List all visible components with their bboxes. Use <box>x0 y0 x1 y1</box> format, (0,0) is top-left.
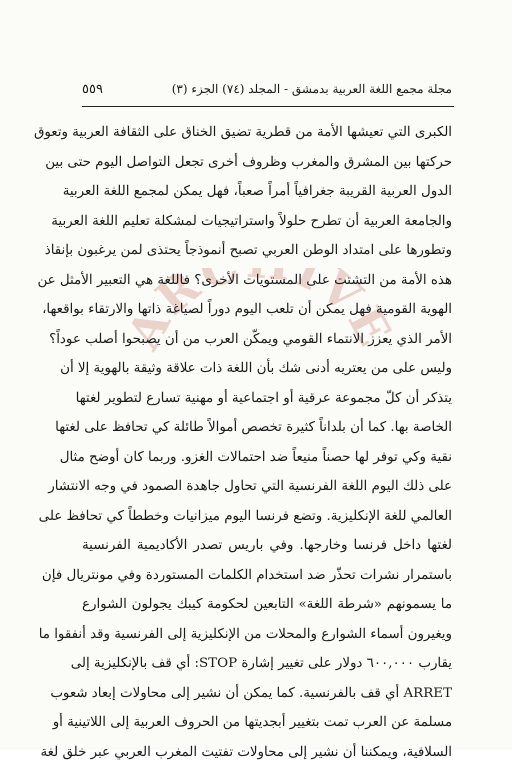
text-line: يقارب ٦٠٠,٠٠٠ دولار على تغيير إشارة STOP: أي قف بالإنكليزية إلى <box>82 649 452 679</box>
text-line: هذه الأمة من التشتت على المستويات الأخرى؟ فاللغة هي التعبير الأمثل عن <box>82 266 452 296</box>
text-line: وليس على من يعتريه أدنى شك بأن اللغة ذات علاقة وثيقة بالهوية إلا أن <box>82 354 452 384</box>
text-line: العالمي للغة الإنكليزية. وتضع فرنسا اليوم ميزانيات وخططاً كي تحافظ على <box>82 502 452 532</box>
text-line: نقية وكي توفر لها حصناً منيعاً ضد احتمالات الغزو. وربما كان أوضح مثال <box>82 443 452 473</box>
text-line: ويغيرون أسماء الشوارع والمحلات من الإنكليزية إلى الفرنسية وقد أنفقوا ما <box>82 620 452 650</box>
text-line: الهوية القومية فهل يمكن أن تلعب اليوم دوراً لصياغة ذاتها والارتقاء بواقعها، <box>82 295 452 325</box>
text-line: الخاصة بها. كما أن بلداناً كثيرة تخصص أموالاً طائلة كي تحافظ على لغتها <box>82 413 452 443</box>
text-line: الدول العربية القريبة جغرافياً أمراً صعباً، فهل يمكن لمجمع اللغة العربية <box>82 177 452 207</box>
text-line: الكبرى التي تعيشها الأمة من قطرية تضيق الخناق على الثقافة العربية وتعوق <box>82 118 452 148</box>
text-line: مسلمة عن العرب تمت بتغيير أبجديتها من الحروف العربية إلى اللاتينية أو <box>82 708 452 738</box>
running-header <box>82 78 452 108</box>
text-line: والجامعة العربية أن تطرح حلولاً واستراتيجيات لمشكلة تعليم اللغة العربية <box>82 207 452 237</box>
body-text <box>82 118 452 767</box>
text-line: يتذكر أن كلّ مجموعة عرقية أو اجتماعية أو مهنية تسارع لتطوير لغتها <box>82 384 452 414</box>
text-line: باستمرار نشرات تحذّر ضد استخدام الكلمات المستوردة وفي مونتريال فإن <box>82 561 452 591</box>
journal-title: مجلة مجمع اللغة العربية بدمشق - المجلد (٧٤) الجزء (٣) <box>172 82 452 96</box>
text-line: لغتها داخل فرنسا وخارجها. وفي باريس تصدر الأكاديمية الفرنسية <box>82 531 452 561</box>
text-line: وتطورها على امتداد الوطن العربي تصبح أنموذجاً يحتذى لمن يرغبون بإنقاذ <box>82 236 452 266</box>
page-number: ٥٥٩ <box>82 82 103 97</box>
text-line: السلافية، ويمكننا أن نشير إلى محاولات تفتيت المغرب العربي عبر خلق لغة <box>82 738 452 767</box>
text-line: حركتها بين المشرق والمغرب وظروف أخرى تجعل التواصل اليوم حتى بين <box>82 148 452 178</box>
text-line: على ذلك اليوم اللغة الفرنسية التي تحاول جاهدة الصمود في وجه الانتشار <box>82 472 452 502</box>
text-line: ما يسمونهم «شرطة اللغة» التابعين لحكومة كيبك يجولون الشوارع <box>82 590 452 620</box>
header-divider <box>82 106 454 107</box>
text-line: ARRET أي قف بالفرنسية. كما يمكن أن نشير إلى محاولات إبعاد شعوب <box>82 679 452 709</box>
watermark-text: ARC IVE <box>116 268 404 359</box>
text-line: الأمر الذي يعزز الانتماء القومي ويمكّن العرب من أن يصبحوا أصلب عوداً؟ <box>82 325 452 355</box>
